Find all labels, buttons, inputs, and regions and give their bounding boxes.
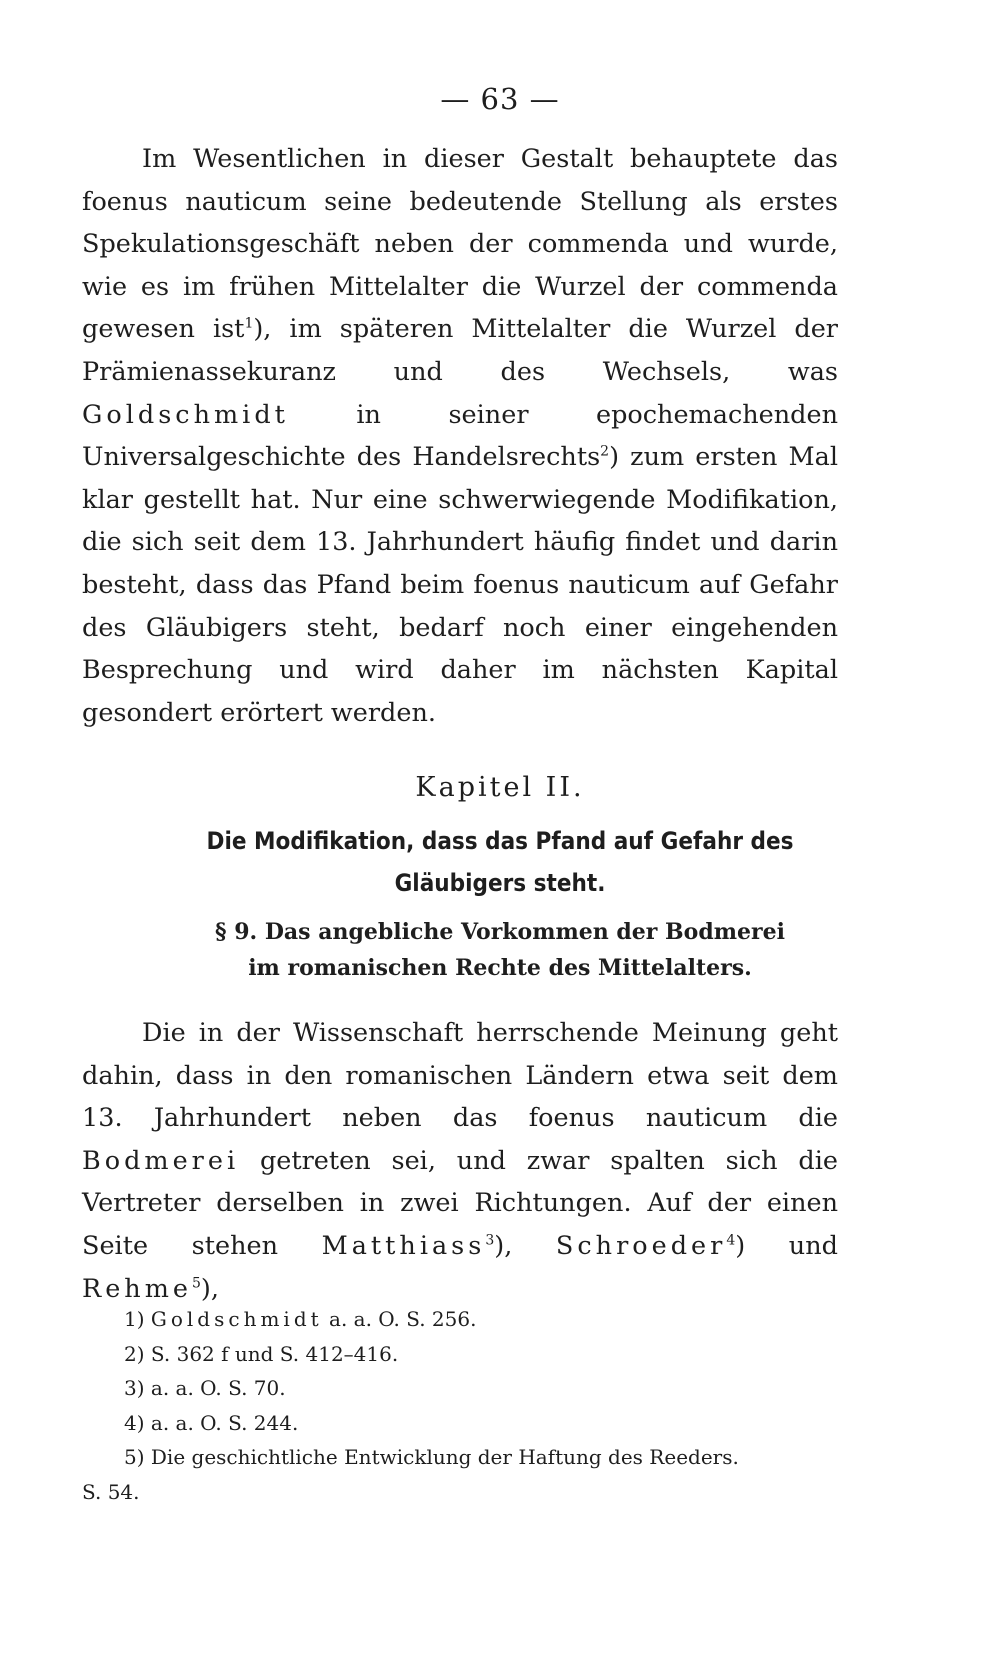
author-name-rehme: Rehme: [82, 1273, 192, 1304]
paragraph-section-9: [82, 1012, 838, 1310]
author-name-schroeder: Schroeder: [555, 1230, 727, 1261]
footnote-text: a. a. O. S. 70.: [150, 1376, 286, 1400]
text-run: ),: [494, 1230, 556, 1261]
chapter-title-line-1: Die Modifikation, dass das Pfand auf Gefahr des: [206, 827, 794, 855]
footnote-marker: 3): [124, 1376, 145, 1400]
footnote-4: [82, 1406, 838, 1441]
footnote-ref-4: 4: [726, 1232, 736, 1249]
author-name-goldschmidt: Goldschmidt: [82, 399, 289, 430]
footnote-text: Die geschichtliche Entwicklung der Haftung des Reeders.: [150, 1445, 739, 1469]
text-run: ), im späteren Mittelalter die Wurzel der Prämienassekuranz und des Wechsels, was: [82, 314, 838, 387]
text-run: getreten sei, und zwar spalten sich die Vertreter derselben in zwei Richtungen. Auf der einen Seite stehen: [82, 1145, 838, 1261]
text-run: Die in der Wissenschaft herrschende Meinung geht dahin, dass in den romanischen Ländern etwa seit dem 13. Jahrhundert neben das foenus nauticum die: [82, 1018, 838, 1134]
chapter-title-line-2: Gläubigers steht.: [394, 869, 606, 897]
footnotes: [82, 1302, 838, 1509]
footnote-ref-3: 3: [485, 1232, 495, 1249]
footnote-marker: 2): [124, 1341, 145, 1366]
text-run: in seiner epochemachenden Universalgeschichte des Handelsrechts: [82, 399, 838, 473]
paragraph-intro: [82, 138, 838, 734]
footnote-text: S. 362 f und S. 412–416.: [150, 1341, 399, 1366]
footnote-author-name: Goldschmidt: [150, 1307, 323, 1331]
section-heading-line-2: im romanischen Rechte des Mittelalters.: [248, 955, 752, 981]
text-run: ) zum ersten Mal klar gestellt hat. Nur eine schwerwiegende Modifikation, die sich seit dem 13. Jahrhundert häufig findet und darin besteht, dass das Pfand beim foenus nauticum auf Gefahr des Gläubigers steht, bedarf noch einer eingehenden Besprechung und wird daher im nächsten Kapital gesondert erörtert werden.: [82, 442, 839, 728]
author-name-matthiass: Matthiass: [321, 1230, 486, 1261]
section-heading: [0, 914, 1000, 986]
chapter-title: [50, 820, 950, 904]
footnote-marker: 4): [124, 1410, 145, 1435]
footnote-ref-5: 5: [192, 1275, 201, 1292]
footnote-text: a. a. O. S. 244.: [150, 1410, 299, 1435]
footnote-ref-2: 2: [600, 443, 610, 460]
text-run: ),: [200, 1273, 219, 1304]
text-run: Im Wesentlichen in dieser Gestalt behauptete das foenus nauticum seine bedeutende Stellung als erstes Spekulationsgeschäft neben der commenda und wurde, wie es im frühen Mittelalter die Wurzel der commenda gewesen ist: [82, 144, 838, 345]
footnote-3: [82, 1371, 838, 1406]
footnote-text: a. a. O. S. 256.: [322, 1307, 477, 1331]
page-number: — 63 —: [440, 82, 560, 116]
footnote-5-continuation: S. 54.: [82, 1479, 140, 1504]
term-bodmerei: Bodmerei: [82, 1145, 240, 1176]
footnote-1: [82, 1302, 838, 1337]
footnote-ref-1: 1: [244, 315, 254, 332]
chapter-label: Kapitel II.: [415, 772, 585, 803]
footnote-5: [82, 1440, 838, 1475]
text-run: ) und: [735, 1230, 838, 1261]
section-heading-line-1: § 9. Das angebliche Vorkommen der Bodmerei: [215, 919, 785, 945]
footnote-marker: 5): [124, 1445, 145, 1469]
footnote-marker: 1): [124, 1307, 145, 1331]
footnote-2: [82, 1337, 838, 1372]
